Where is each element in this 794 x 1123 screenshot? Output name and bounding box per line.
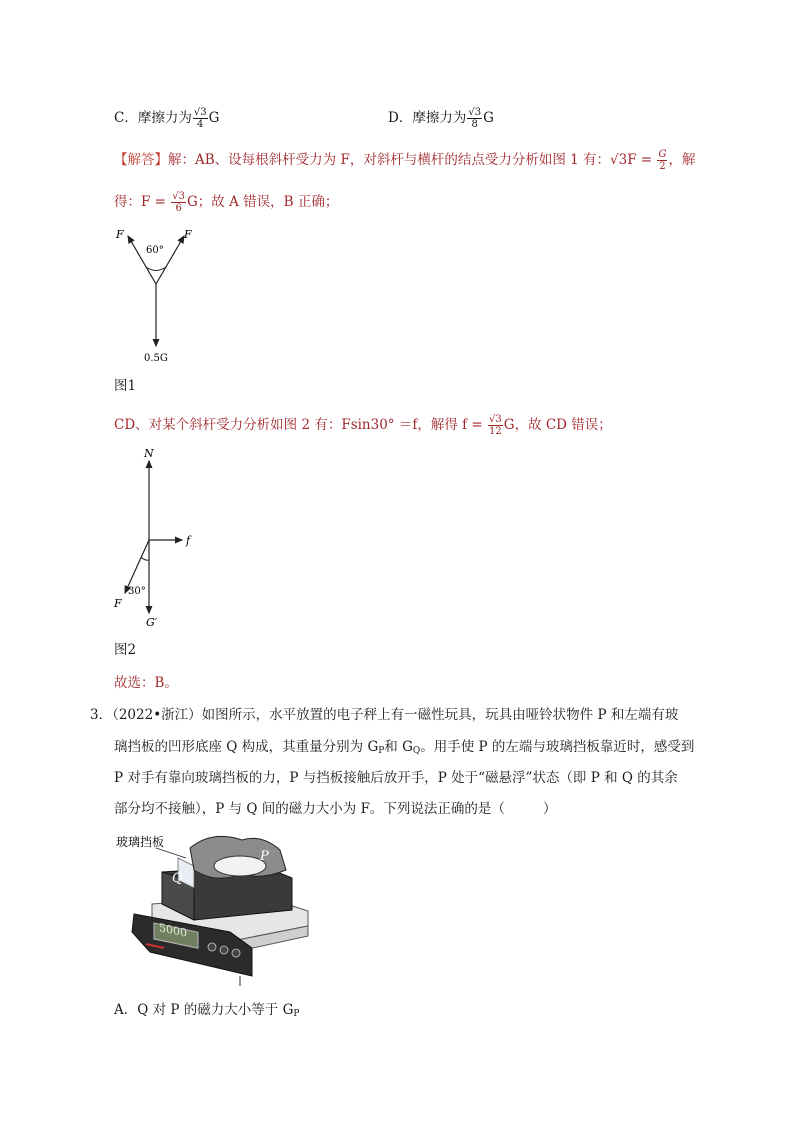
label-glass: 玻璃挡板 (116, 835, 165, 849)
label-f-left: F (116, 228, 124, 241)
dumbbell-center (214, 856, 266, 876)
force-arrow-right (156, 236, 184, 284)
figure-1-caption: 图1 (114, 378, 137, 394)
label-friction: f (186, 534, 191, 547)
label-gravity: G′ (146, 616, 158, 629)
force-arrow-left (128, 236, 156, 284)
question-3-line-1: 3．（2022•浙江）如图所示，水平放置的电子秤上有一磁性玩具，玩具由哑铃状物件 P 和左端有玻 (90, 707, 679, 723)
answer-line-2: 得：F = $\frac{√3}{6}$ G；故 A 错误，B 正确； (114, 191, 339, 214)
final-choice: 故选：B。 (114, 675, 178, 691)
answer-tag: 【解答】 (114, 152, 168, 168)
option-c: C．摩擦力为 $\frac{√3}{4}$ G (114, 107, 220, 130)
force-diagram-1 (108, 222, 208, 372)
option-a: A．Q 对 P 的磁力大小等于 $G_P$ (114, 1002, 300, 1019)
scale-photo (112, 826, 312, 986)
question-3-line-3: P 对手有靠向玻璃挡板的力，P 与挡板接触后放开手，P 处于“磁悬浮”状态（即 P 和 Q 的其余 (114, 770, 678, 786)
label-bottom: 0.5G (144, 353, 168, 364)
label-n: N (144, 447, 154, 460)
label-p: P (260, 849, 269, 864)
glass-label-line (156, 848, 186, 858)
question-3-line-2: 璃挡板的凹形底座 Q 构成，其重量分别为 $G_P$和 $G_Q$。用手使 P 的左端与玻璃挡板靠近时，感受到 (114, 739, 695, 756)
label-rod-force: F (114, 597, 122, 610)
display-value: 5000 (159, 921, 187, 940)
option-d: D．摩擦力为 $\frac{√3}{8}$ G (388, 107, 494, 130)
scale-button-1 (208, 943, 216, 951)
label-q: Q (172, 871, 183, 886)
scale-button-3 (232, 949, 240, 957)
angle-arc-2 (141, 557, 149, 560)
angle-label: 60° (146, 245, 164, 256)
answer-line-1: 【解答】解：AB、设每根斜杆受力为 F，对斜杆与横杆的结点受力分析如图 1 有：√3F = $\frac{G}{2}$ ，解 (114, 149, 696, 172)
scale-button-2 (220, 946, 228, 954)
figure-2-caption: 图2 (114, 642, 137, 658)
question-3-line-4: 部分均不接触），P 与 Q 间的磁力大小为 F。下列说法正确的是（ ） (114, 801, 557, 817)
cd-analysis: CD、对某个斜杆受力分析如图 2 有：Fsin30° ＝f，解得 f = $\frac{√3}{12}$ G，故 CD 错误； (114, 414, 612, 437)
force-diagram-2 (108, 443, 208, 633)
angle-label-2: 30° (128, 586, 146, 597)
label-f-right: F (184, 228, 192, 241)
angle-arc (146, 267, 166, 271)
